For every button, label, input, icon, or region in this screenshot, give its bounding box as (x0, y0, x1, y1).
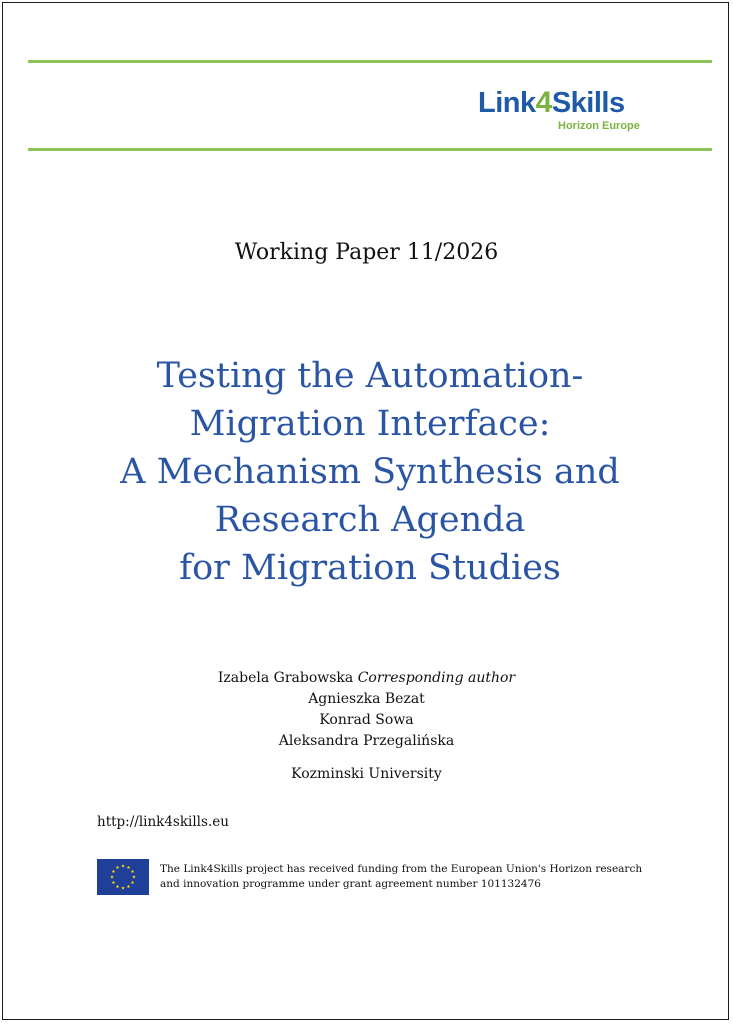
website-link[interactable]: http://link4skills.eu (97, 814, 229, 830)
link4skills-logo (478, 86, 668, 136)
author-row (0, 710, 733, 731)
affiliation: Kozminski University (291, 766, 442, 782)
title-line: Testing the Automation- (156, 356, 584, 396)
author-note: Corresponding author (357, 670, 516, 686)
title-line: A Mechanism Synthesis and (120, 452, 620, 492)
title-line: Research Agenda (214, 500, 526, 540)
eu-flag-icon (97, 859, 149, 895)
funding-statement (160, 862, 680, 892)
author-name: Konrad Sowa (319, 712, 414, 728)
eu-flag-graphic (97, 859, 149, 895)
author-row (0, 668, 733, 689)
funding-line: The Link4Skills project has received funding from the European Union's Horizon research (160, 863, 643, 875)
logo-word-number: 4 (535, 86, 552, 119)
author-name: Aleksandra Przegalińska (278, 733, 455, 749)
title-line: for Migration Studies (179, 548, 561, 588)
logo-word-suffix: Skills (551, 87, 625, 119)
author-row (0, 731, 733, 752)
logo-subtitle: Horizon Europe (558, 120, 640, 132)
working-paper-number: Working Paper 11/2026 (234, 240, 499, 265)
author-list (0, 668, 733, 752)
logo-word-prefix: Link (478, 87, 536, 119)
author-name: Agnieszka Bezat (308, 691, 425, 707)
funding-line: and innovation programme under grant agreement number 101132476 (160, 878, 541, 890)
header-top-rule (28, 60, 712, 63)
title-line: Migration Interface: (189, 404, 551, 444)
author-row (0, 689, 733, 710)
header-bottom-rule (28, 148, 712, 151)
logo-wordmark (478, 86, 625, 120)
paper-title (60, 352, 680, 592)
author-name: Izabela Grabowska (217, 670, 354, 686)
